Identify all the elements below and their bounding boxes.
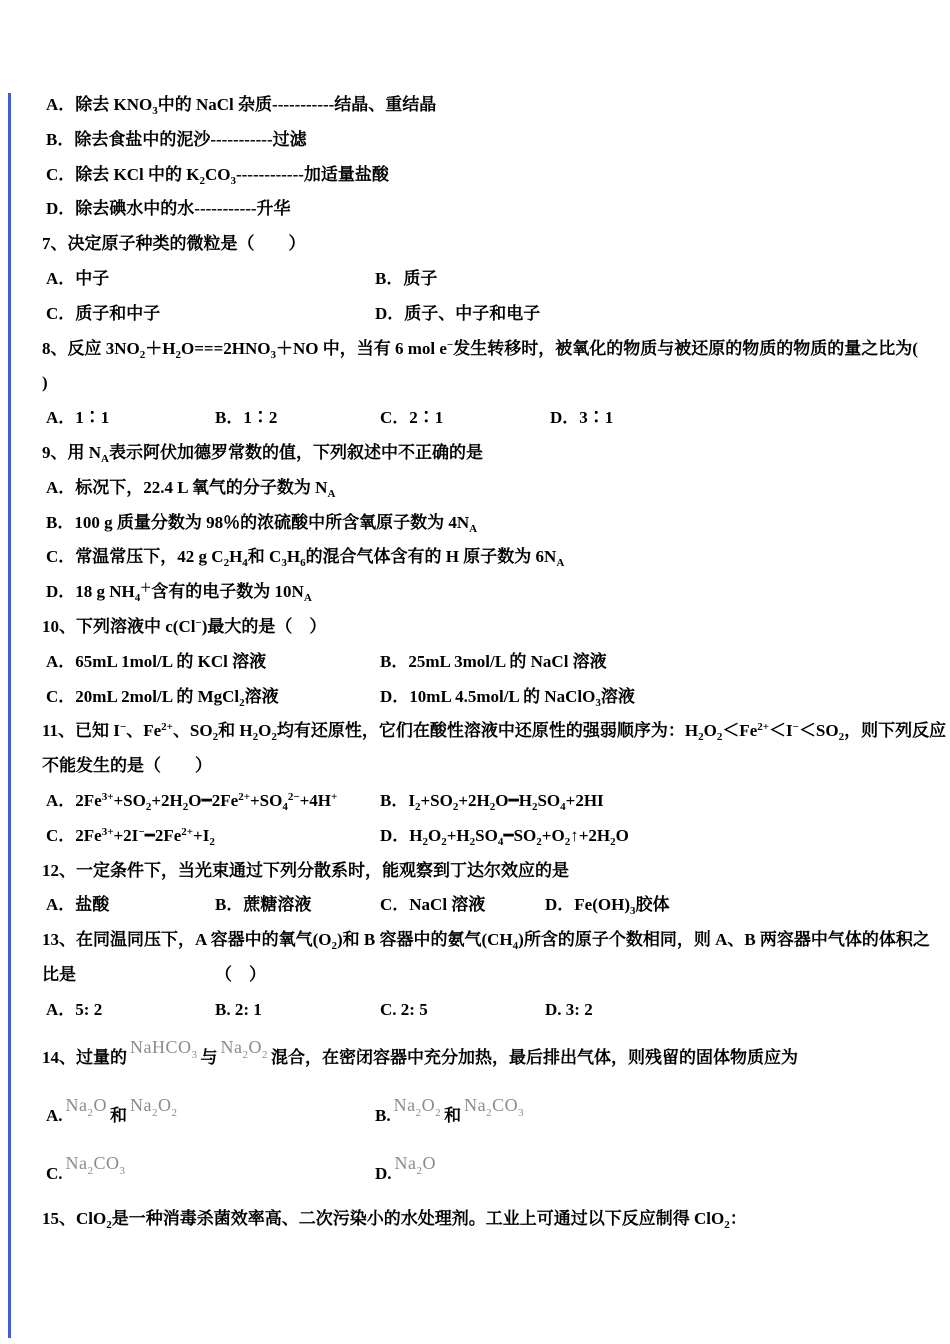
text-segment: A．5: 2: [46, 999, 103, 1019]
text-segment: B．25mL 3mol/L 的 NaCl 溶液: [380, 651, 607, 671]
option-line: [0, 401, 950, 436]
subscript: 2: [242, 1048, 249, 1061]
text-segment: 10、下列溶液中 c(Cl−)最大的是（ ）: [42, 616, 327, 636]
option-line: [0, 297, 950, 332]
superscript: −: [195, 616, 202, 629]
subscript: 2: [435, 1106, 442, 1119]
continuation-line: [0, 749, 950, 784]
question-line: [0, 227, 950, 262]
text-segment: D．质子、中子和电子: [375, 303, 541, 323]
option-line: [0, 88, 950, 123]
subscript: 6: [300, 557, 306, 570]
option-line: [0, 158, 950, 193]
text-segment: $D.Na_2O$: [375, 1144, 439, 1205]
exam-text-body: [0, 88, 950, 1236]
text-segment: A．除去 $KNO_3$中的 NaCl 杂质-----------结晶、重结晶: [46, 95, 437, 117]
subscript: A: [327, 487, 336, 500]
subscript: A: [556, 557, 565, 570]
subscript: 2: [610, 835, 616, 848]
chem-formula: NaHCO$_3$: [130, 1036, 198, 1061]
text-segment: B．质子: [375, 268, 438, 288]
subscript: 3: [270, 348, 276, 361]
subscript: 2: [239, 696, 245, 709]
superscript: 3+: [101, 825, 114, 838]
subscript: 2: [415, 1106, 422, 1119]
text-segment: 9、用 $N_A$表示阿伏加德罗常数的值，下列叙述中不正确的是: [42, 442, 483, 465]
subscript: 4: [560, 800, 566, 813]
text-segment: 不能发生的是（ ）: [42, 756, 212, 776]
text-segment: 15、ClO$_2$是一种消毒杀菌效率高、二次污染小的水处理剂。工业上可通过以下反应制得 ClO$_2$：: [42, 1208, 747, 1231]
continuation-line: [0, 958, 950, 993]
subscript: 2: [106, 1218, 112, 1231]
text-segment: 7、决定原子种类的微粒是（ ）: [42, 234, 306, 254]
text-segment: C．常温常压下，42 g $C_2H_4$和 $C_3H_6$的混合气体含有的 H 原子数为 $6N_A$: [46, 547, 565, 570]
subscript: 2: [531, 800, 538, 813]
subscript: 2: [536, 835, 542, 848]
option-line: [0, 262, 950, 297]
option-line: [0, 993, 950, 1028]
chem-formula: $Na_2O_2$: [220, 1036, 268, 1061]
subscript: A: [469, 522, 478, 535]
question-line: [0, 923, 950, 958]
text-segment: D．除去碘水中的水-----------升华: [46, 199, 291, 219]
subscript: 2: [724, 1218, 730, 1231]
subscript: 2: [422, 835, 428, 848]
text-segment: A．中子: [46, 268, 110, 288]
text-segment: D．$Fe(OH)_3$胶体: [545, 895, 670, 918]
superscript: −: [792, 721, 799, 734]
question-line: [0, 714, 950, 749]
text-segment: A．标况下，22.4 L 氧气的分子数为 $N_A$: [46, 477, 336, 500]
text-segment: B．1∶2: [215, 408, 278, 428]
question-line: [0, 332, 950, 367]
text-segment: C．除去 KCl 中的 $K_2CO_3------------$加适量盐酸: [46, 164, 389, 187]
option-line: [0, 888, 950, 923]
chem-formula: $Na_2O_2$: [393, 1094, 442, 1119]
subscript: 4: [512, 940, 519, 953]
superscript: ＋: [140, 582, 152, 595]
superscript: 3+: [101, 790, 114, 803]
text-segment: A．$2Fe^{3+}+SO_2+2H_2O━2Fe^{2+}+SO_4^{2-}+4H^+$: [46, 790, 338, 813]
subscript: 2: [414, 800, 421, 813]
chem-formula: $Na_2O$: [65, 1094, 108, 1119]
subscript: 2: [716, 731, 723, 744]
subscript: 4: [242, 557, 248, 570]
subscript: 2: [469, 835, 476, 848]
option-line: [0, 1086, 950, 1144]
text-segment: B．蔗糖溶液: [215, 895, 312, 915]
text-segment: 14、过量的NaHCO$_3$ 与$Na_2O_2$ 混合，在密闭容器中充分加热，最后排出气体，则残留的固体物质应为: [42, 1036, 798, 1067]
subscript: 3: [119, 1164, 126, 1177]
chem-formula: $Na_2O$: [394, 1152, 437, 1177]
subscript: 2: [87, 1106, 94, 1119]
text-segment: C．NaCl 溶液: [380, 895, 486, 915]
subscript: 2: [271, 731, 277, 744]
text-segment: D．10mL 4.5mol/L 的 NaClO$_3$溶液: [380, 686, 635, 709]
subscript: 3: [152, 105, 158, 117]
subscript: 4: [134, 592, 141, 605]
subscript: 2: [139, 348, 146, 361]
continuation-line: [0, 366, 950, 401]
text-segment: B. 2: 1: [215, 999, 262, 1019]
subscript: 3: [595, 696, 601, 709]
question-line: [0, 436, 950, 471]
superscript: 2−: [287, 790, 300, 803]
subscript: 2: [489, 800, 496, 813]
superscript: 2+: [181, 825, 194, 838]
question-line: [0, 1202, 950, 1237]
text-segment: C．2∶1: [380, 408, 444, 428]
question-line: [0, 854, 950, 889]
subscript: 3: [629, 905, 636, 918]
subscript: A: [101, 452, 109, 465]
subscript: 2: [87, 1164, 94, 1177]
subscript: 2: [262, 1048, 268, 1061]
subscript: 2: [152, 1106, 159, 1119]
text-segment: D．18 g $NH_4^+$含有的电子数为 $10N_A$: [46, 582, 312, 605]
text-segment: 比是: [42, 964, 76, 984]
chem-formula: $Na_2CO_3$: [65, 1152, 126, 1177]
text-segment: A．65mL 1mol/L 的 KCl 溶液: [46, 651, 267, 671]
text-segment: D．$H_2O_2+H_2SO_4━SO_2+O_2↑+2H_2O$: [380, 825, 629, 848]
chem-formula: $Na_2CO_3$: [464, 1094, 525, 1119]
subscript: 2: [838, 731, 845, 744]
option-line: [0, 680, 950, 715]
chem-formula: $Na_2O_2$: [130, 1094, 178, 1119]
subscript: 2: [223, 557, 230, 570]
subscript: 2: [416, 1164, 423, 1177]
subscript: 3: [518, 1106, 525, 1119]
option-line: [0, 123, 950, 158]
text-segment: D. 3: 2: [545, 999, 593, 1019]
text-segment: C．质子和中子: [46, 303, 161, 323]
subscript: 3: [281, 557, 287, 570]
text-segment: 8、反应 $3NO_2+H_2O===2HNO_3+NO$ 中，当有 6 mol e−发生转移时，被氧化的物质与被还原的物质的物质的量之比为(: [42, 338, 918, 361]
subscript: 3: [230, 174, 236, 187]
option-line: [0, 192, 950, 227]
text-segment: C．$2Fe^{3+}+2I^-━2Fe^{2+}+I_2$: [46, 825, 215, 848]
option-line: [0, 506, 950, 541]
subscript: 2: [209, 835, 215, 848]
subscript: 2: [331, 940, 337, 953]
superscript: −: [119, 721, 127, 734]
text-segment: ): [42, 373, 48, 393]
subscript: 2: [452, 800, 459, 813]
text-segment: 13、在同温同压下，A 容器中的氧气$(O_2)$和 B 容器中的氨气$(CH_4)$所含的原子个数相同，则 A、B 两容器中气体的体积之: [42, 930, 930, 953]
option-line: [0, 1144, 950, 1202]
subscript: 3: [191, 1048, 198, 1061]
text-segment: B．100 g 质量分数为 98％的浓硫酸中所含氧原子数为 $4N_A$: [46, 512, 478, 535]
subscript: A: [303, 592, 312, 605]
superscript: +: [331, 790, 338, 803]
option-line: [0, 645, 950, 680]
subscript: 2: [175, 348, 181, 361]
subscript: 2: [199, 174, 205, 187]
subscript: 4: [282, 800, 288, 813]
subscript: 2: [212, 731, 219, 744]
superscript: 2+: [757, 721, 770, 734]
text-segment: B．$I_2+SO_2+2H_2O━H_2SO_4+2HI$: [380, 790, 604, 813]
option-line: [0, 471, 950, 506]
text-segment: A．盐酸: [46, 895, 110, 915]
text-segment: $A.Na_2O$和$Na_2O_2$: [46, 1086, 181, 1147]
text-segment: D．3∶1: [550, 408, 614, 428]
text-segment: $B.Na_2O_2$ 和$Na_2CO_3$: [375, 1086, 527, 1147]
text-segment: 12、一定条件下，当光束通过下列分散系时，能观察到丁达尔效应的是: [42, 860, 569, 880]
subscript: 2: [182, 800, 189, 813]
text-segment: B．除去食盐中的泥沙-----------过滤: [46, 129, 307, 149]
subscript: 2: [171, 1106, 178, 1119]
subscript: 4: [497, 835, 504, 848]
subscript: 2: [564, 835, 571, 848]
text-segment: 11、已知 I−、$Fe^{2+}$、$SO_2$和 $H_2O_2$均有还原性，它们在酸性溶液中还原性的强弱顺序为：$H_2O_2<Fe^{2+}<I^-<SO_2$，则下列反应: [42, 721, 947, 744]
text-segment: $C.Na_2CO_3$: [46, 1144, 129, 1205]
subscript: 2: [486, 1106, 493, 1119]
question-line: [0, 610, 950, 645]
question-line: [0, 1028, 950, 1086]
superscript: −: [138, 825, 145, 838]
option-line: [0, 819, 950, 854]
option-line: [0, 784, 950, 819]
subscript: 2: [698, 731, 704, 744]
superscript: 2+: [161, 721, 173, 734]
option-line: [0, 540, 950, 575]
superscript: 2+: [238, 790, 250, 803]
text-segment: （ ）: [215, 964, 266, 984]
superscript: −: [446, 338, 454, 351]
text-segment: A．1∶1: [46, 408, 110, 428]
text-segment: C. 2: 5: [380, 999, 428, 1019]
subscript: 2: [145, 800, 152, 813]
subscript: 2: [252, 731, 259, 744]
subscript: 2: [441, 835, 447, 848]
text-segment: C．20mL 2mol/L 的 MgCl$_2$溶液: [46, 686, 279, 709]
option-line: [0, 575, 950, 610]
